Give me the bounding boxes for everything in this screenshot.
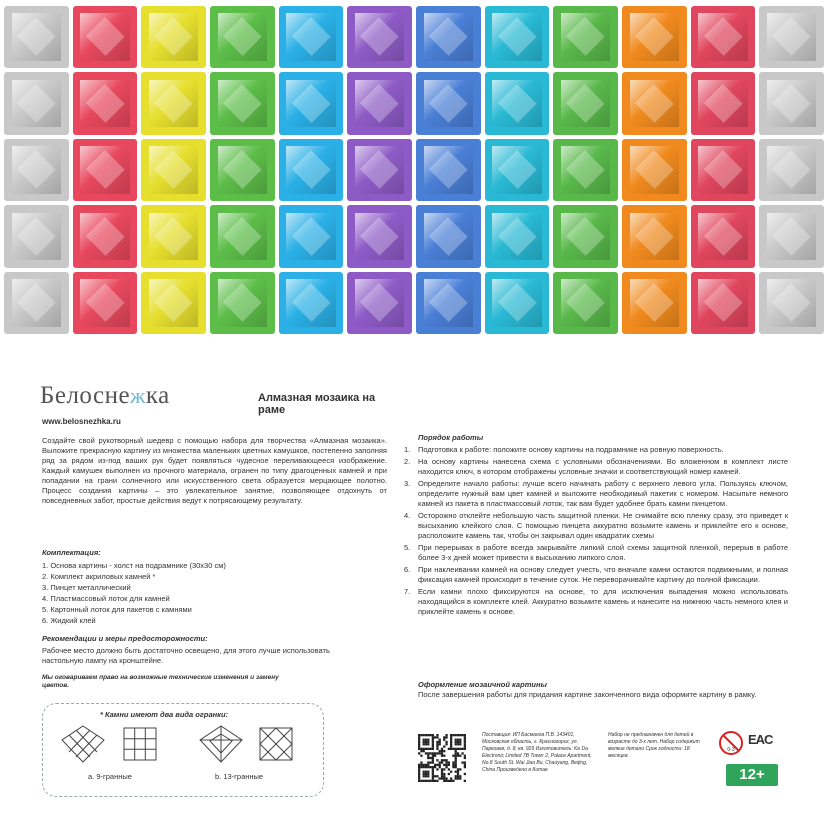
step-number: 5. <box>404 543 411 552</box>
gem-tile <box>141 205 206 267</box>
step-item <box>404 445 788 455</box>
cut-a-label: а. 9-гранные <box>88 772 132 781</box>
qr-code-icon <box>418 734 466 782</box>
gem-tile <box>759 72 824 134</box>
gem-tile <box>553 6 618 68</box>
cut-b-label: b. 13-гранные <box>215 772 264 781</box>
gem-tile <box>279 72 344 134</box>
step-number: 4. <box>404 511 411 520</box>
gem-tile <box>416 272 481 334</box>
gem-tile <box>4 72 69 134</box>
gem-tile <box>622 72 687 134</box>
gem-tile <box>691 205 756 267</box>
gem-tile <box>622 6 687 68</box>
step-number: 1. <box>404 445 411 454</box>
step-text: При перерывах в работе всегда закрывайте липкий слой схемы защитной пленкой, перерыв в работе более 3-х дней может привести к высыханию липкого слоя. <box>418 543 788 562</box>
gem-tile <box>4 139 69 201</box>
thirteen-facet-gem-icon <box>196 722 246 766</box>
step-item <box>404 457 788 477</box>
gem-tile <box>210 272 275 334</box>
gem-tile <box>759 6 824 68</box>
gem-tile <box>485 6 550 68</box>
gem-tile <box>691 72 756 134</box>
step-item <box>404 479 788 509</box>
kit-item: 1. Основа картины - холст на подрамнике (30х30 см) <box>42 561 226 570</box>
butterfly-icon: ж <box>130 383 146 408</box>
gem-tile <box>347 6 412 68</box>
gem-tile <box>347 72 412 134</box>
gem-tile <box>141 139 206 201</box>
gem-tile <box>759 139 824 201</box>
gem-tile <box>416 139 481 201</box>
frame-heading: Оформление мозаичной картины <box>418 680 547 689</box>
logo-text-end: ка <box>145 382 170 409</box>
order-steps <box>404 445 788 619</box>
step-text: Осторожно отклейте небольшую часть защитной пленки. Не снимайте всю пленку сразу, это приведет к высыханию клейкого слоя. С помощью пинцета аккуратно возьмите камень и приклейте его к основе, расположите камень так, чтобы он закрывал один квадратик схемы <box>418 511 788 540</box>
gem-tile <box>485 272 550 334</box>
gem-tile <box>485 72 550 134</box>
age-restriction-icon <box>718 730 744 756</box>
gem-tile <box>4 272 69 334</box>
step-number: 3. <box>404 479 411 488</box>
supplier-info: Поставщик: ИП Басманов П.В. 143401, Московская область, г. Красногорск, ул. Парковая, д. 8, кв. 929 Изготовитель: Ke Da Electronic Limited 7B Tower 2, Palace Apartment, No.8 South St. Wai Jiao Bu, Chaoyang, Beijing, China Произведено в Китае <box>482 732 592 773</box>
nine-facet-grid-icon <box>122 726 158 762</box>
eac-mark: EAC <box>748 732 773 747</box>
step-text: При наклеивании камней на основу следует учесть, что вначале камни остаются подвижными, и полная фиксация камней происходит в течение суток. Не переворачивайте картину до полной фиксации. <box>418 565 788 584</box>
gem-tile <box>553 205 618 267</box>
gem-tile <box>4 6 69 68</box>
gem-tile <box>553 272 618 334</box>
step-number: 7. <box>404 587 411 596</box>
gem-tile <box>622 205 687 267</box>
cut-types-title: * Камни имеют два вида огранки: <box>100 710 229 719</box>
gem-tile <box>553 139 618 201</box>
gem-tile <box>141 72 206 134</box>
gem-tile <box>279 6 344 68</box>
website-link: www.belosnezhka.ru <box>42 417 121 426</box>
step-text: Определите начало работы: лучше всего начинать работу с верхнего левого угла. Пользуясь ключом, определите нужный вам цвет камней и выложите необходимый пакетик с номером. Насыпьте немного камней из пакета в пластмассовый лоток, так вам будет удобнее брать камни пинцетом. <box>418 479 788 508</box>
step-number: 2. <box>404 457 411 466</box>
frame-text: После завершения работы для придания картине законченного вида оформите картину в рамку. <box>418 690 757 699</box>
nine-facet-gem-icon <box>58 722 108 766</box>
gem-tile <box>210 6 275 68</box>
step-text: Если камни плохо фиксируются на основе, то для исключения выпадения можно использовать находящийся в комплекте клей. Аккуратно возьмите камень и нанесите на нижнюю часть немного клея и приклейте камень к основе. <box>418 587 788 616</box>
gem-tile <box>279 205 344 267</box>
kit-item: 2. Комплект акриловых камней * <box>42 572 156 581</box>
gem-tile <box>73 6 138 68</box>
gem-tile <box>279 139 344 201</box>
intro-text: Создайте свой рукотворный шедевр с помощью набора для творчества «Алмазная мозаика». Выложите прекрасную картину из множества маленьких цветных камушков, постепенно заполняя ряд за рядом из-под ваших рук будет появляться чудесное переливающееся изображение. Каждый камушек выполнен из прочного материала, огранен по типу драгоценных камней и при попадании на грани солнечного или искусственного света образуется мерцающее полотно. Процесс создания картины – это увлекательное занятие, позволяющее отдохнуть от повседневных забот, простые действия ведут к потрясающему результату. <box>42 436 387 505</box>
gem-tile <box>73 139 138 201</box>
gem-tile <box>691 272 756 334</box>
product-title: Алмазная мозаика на раме <box>258 392 376 416</box>
gem-tile <box>73 272 138 334</box>
gem-tile <box>210 205 275 267</box>
age-icon-text: 0-3 <box>727 747 735 753</box>
gem-tile <box>622 272 687 334</box>
kit-item: 4. Пластмассовый лоток для камней <box>42 594 170 603</box>
gem-tile <box>279 272 344 334</box>
gem-tile <box>416 6 481 68</box>
kit-item: 3. Пинцет металлический <box>42 583 131 592</box>
gem-tile <box>553 72 618 134</box>
order-heading: Порядок работы <box>418 433 484 442</box>
step-item <box>404 511 788 541</box>
gem-tile <box>73 205 138 267</box>
gem-tile <box>485 205 550 267</box>
gem-tile <box>210 139 275 201</box>
gem-tile <box>4 205 69 267</box>
step-item <box>404 565 788 585</box>
kit-item: 5. Картонный лоток для пакетов с камнями <box>42 605 192 614</box>
kit-item: 6. Жидкий клей <box>42 616 96 625</box>
step-item <box>404 543 788 563</box>
gem-tile <box>347 205 412 267</box>
thirteen-facet-grid-icon <box>258 726 294 762</box>
step-item <box>404 587 788 617</box>
gem-tile <box>622 139 687 201</box>
gem-tile <box>210 72 275 134</box>
gem-tile <box>759 272 824 334</box>
kit-heading: Комплектация: <box>42 548 101 557</box>
gem-tile <box>347 272 412 334</box>
step-text: Подготовка к работе: положите основу картины на подрамнике на ровную поверхность. <box>418 445 724 454</box>
gem-tile <box>416 205 481 267</box>
gem-tile <box>141 6 206 68</box>
logo-text: Белосне <box>40 382 131 409</box>
gem-tile <box>416 72 481 134</box>
brand-logo <box>40 382 170 410</box>
gem-tile <box>347 139 412 201</box>
step-text: На основу картины нанесена схема с условными обозначениями. Во вложенном в комплект листе находится ключ, в котором отображены условные значки и соответствующий номер камней. <box>418 457 788 476</box>
step-number: 6. <box>404 565 411 574</box>
kit-list <box>42 560 226 626</box>
age-badge: 12+ <box>726 764 778 786</box>
recommendations-heading: Рекомендации и меры предосторожности: <box>42 634 208 643</box>
gem-pattern <box>0 0 828 342</box>
gem-tile <box>691 6 756 68</box>
rights-note: Мы оговариваем право на возможные технические изменения и замену цветов. <box>42 674 279 689</box>
gem-tile <box>485 139 550 201</box>
gem-tile <box>691 139 756 201</box>
safety-warning: Набор не предназначен для детей в возрасте до 3-х лет. Набор содержит мелкие детали Срок годности: 18 месяцев. <box>608 732 700 759</box>
gem-tile <box>141 272 206 334</box>
recommendations-text: Рабочее место должно быть достаточно освещено, для этого лучше использовать настольную лампу на кронштейне. <box>42 646 330 665</box>
gem-tile <box>73 72 138 134</box>
gem-tile <box>759 205 824 267</box>
